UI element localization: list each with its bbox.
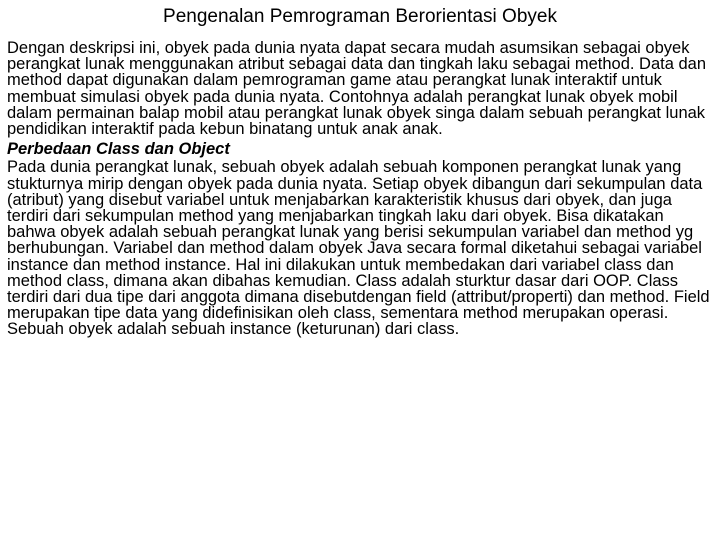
slide-title: Pengenalan Pemrograman Berorientasi Obyek xyxy=(163,6,557,27)
intro-paragraph: Dengan deskripsi ini, obyek pada dunia nyata dapat secara mudah asumsikan sebagai obyek perangkat lunak menggunakan atribut sebagai data dan tingkah laku sebagai method. Data dan method dapat digunakan dalam pemrograman game atau perangkat lunak interaktif untuk membuat simulasi obyek pada dunia nyata. Contohnya adalah perangkat lunak obyek mobil dalam permainan balap mobil atau perangkat lunak obyek singa dalam sebuah perangkat lunak pendidikan interaktif pada kebun binatang untuk anak anak. xyxy=(7,39,707,139)
section-heading: Perbedaan Class dan Object xyxy=(7,140,230,159)
class-object-paragraph: Pada dunia perangkat lunak, sebuah obyek adalah sebuah komponen perangkat lunak yang stukturnya mirip dengan obyek pada dunia nyata. Setiap obyek dibangun dari sekumpulan data (atribut) yang disebut variabel untuk menjabarkan karakteristik khusus dari obyek, dan juga terdiri dari sekumpulan method yang menjabarkan tingkah laku dari obyek. Bisa dikatakan bahwa obyek adalah sebuah perangkat lunak yang berisi sekumpulan variabel dan method yg berhubungan. Variabel dan method dalam obyek Java secara formal diketahui sebagai variabel instance dan method instance. Hal ini dilakukan untuk membedakan dari variabel class dan method class, dimana akan dibahas kemudian. Class adalah sturktur dasar dari OOP. Class terdiri dari dua tipe dari anggota dimana disebutdengan field (attribut/properti) dan method. Field merupakan tipe data yang didefinisikan oleh class, sementara method merupakan operasi. Sebuah obyek adalah sebuah instance (keturunan) dari class. xyxy=(7,158,710,339)
slide-body xyxy=(7,40,715,342)
